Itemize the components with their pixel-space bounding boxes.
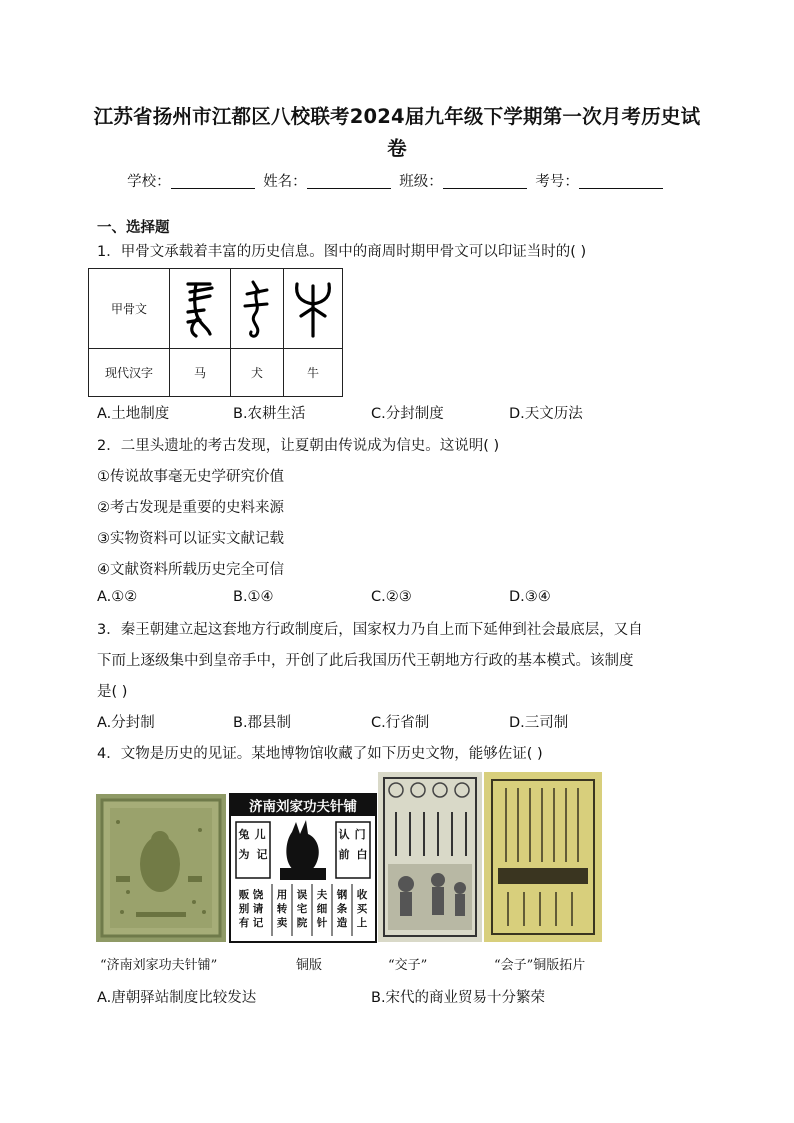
q2-statement-1: ①传说故事毫无史学研究价值: [97, 469, 284, 485]
svg-text:别: 别: [238, 903, 250, 915]
q1-option-d[interactable]: D.天文历法: [509, 406, 583, 422]
q4-option-b[interactable]: B.宋代的商业贸易十分繁荣: [371, 990, 546, 1006]
svg-text:贩: 贩: [238, 889, 250, 901]
huizi-rubbing-image: [484, 772, 602, 942]
q4-option-a[interactable]: A.唐朝驿站制度比较发达: [97, 990, 257, 1006]
q2-stem: 2．二里头遗址的考古发现，让夏朝由传说成为信史。这说明( ): [97, 438, 500, 454]
svg-text:夫: 夫: [316, 889, 328, 901]
svg-text:买: 买: [356, 903, 368, 915]
jiaozi-image: [378, 772, 482, 942]
svg-text:卖: 卖: [276, 917, 288, 929]
section-heading: 一、选择题: [97, 220, 170, 236]
q2-statement-3: ③实物资料可以证实文献记载: [97, 531, 284, 547]
name-label: 姓名：: [263, 174, 307, 190]
oracle-ox-glyph: [284, 269, 343, 349]
plate-top-text: 济南刘家功夫针铺: [249, 799, 357, 815]
q1-option-c[interactable]: C.分封制度: [371, 406, 444, 422]
q1-option-a[interactable]: A.土地制度: [97, 406, 170, 422]
plate-right-text: 认 门 前 白: [338, 828, 368, 861]
svg-text:钢: 钢: [336, 889, 348, 901]
q1-stem: 1．甲骨文承载着丰富的历史信息。图中的商周时期甲骨文可以印证当时的( ): [97, 244, 587, 260]
svg-text:用: 用: [276, 889, 288, 901]
modern-char-horse: 马: [170, 349, 231, 397]
student-info: [0, 170, 794, 191]
name-blank[interactable]: [307, 174, 391, 189]
number-label: 考号：: [535, 174, 579, 190]
caption-jiaozi: “交子”: [388, 958, 428, 973]
school-label: 学校：: [127, 174, 171, 190]
svg-text:条: 条: [336, 903, 348, 915]
caption-copper-plate: 铜版: [296, 958, 323, 973]
exam-title: [80, 101, 714, 165]
svg-text:宅: 宅: [296, 903, 308, 915]
modern-char-ox: 牛: [284, 349, 343, 397]
artifact-photos: [96, 772, 606, 944]
svg-text:请: 请: [252, 903, 264, 915]
copper-plate-image: [96, 794, 226, 942]
q2-option-b[interactable]: B.①④: [233, 589, 274, 605]
svg-text:误: 误: [296, 889, 308, 901]
class-label: 班级：: [399, 174, 443, 190]
q2-statement-4: ④文献资料所载历史完全可信: [97, 562, 284, 578]
svg-text:饶: 饶: [252, 889, 264, 901]
q3-option-a[interactable]: A.分封制: [97, 715, 155, 731]
number-blank[interactable]: [579, 174, 663, 189]
oracle-dog-glyph: [231, 269, 284, 349]
oracle-horse-glyph: [170, 269, 231, 349]
oracle-bone-table: [88, 268, 343, 397]
svg-text:细: 细: [316, 903, 328, 915]
class-blank[interactable]: [443, 174, 527, 189]
school-blank[interactable]: [171, 174, 255, 189]
caption-huizi: “会子”铜版拓片: [494, 958, 586, 973]
caption-needle-shop: “济南刘家功夫针铺”: [100, 958, 218, 973]
svg-text:针: 针: [316, 917, 328, 929]
q1-option-b[interactable]: B.农耕生活: [233, 406, 306, 422]
q3-option-c[interactable]: C.行省制: [371, 715, 430, 731]
modern-char-dog: 犬: [231, 349, 284, 397]
svg-text:收: 收: [356, 889, 368, 901]
q2-option-c[interactable]: C.②③: [371, 589, 412, 605]
oracle-row-label: 甲骨文: [89, 269, 170, 349]
q3-stem-line-3: 是( ): [97, 684, 128, 700]
q2-option-d[interactable]: D.③④: [509, 589, 551, 605]
svg-text:转: 转: [276, 903, 288, 915]
q3-stem-line-2: 下而上逐级集中到皇帝手中，开创了此后我国历代王朝地方行政的基本模式。该制度: [97, 653, 634, 669]
q2-statement-2: ②考古发现是重要的史料来源: [97, 500, 284, 516]
q4-stem: 4．文物是历史的见证。某地博物馆收藏了如下历史文物，能够佐证( ): [97, 746, 543, 762]
title-line-1: 江苏省扬州市江都区八校联考2024届九年级下学期第一次月考历史试: [93, 105, 701, 128]
q3-option-d[interactable]: D.三司制: [509, 715, 569, 731]
svg-text:上: 上: [356, 917, 368, 929]
svg-text:有: 有: [238, 917, 250, 929]
q2-option-a[interactable]: A.①②: [97, 589, 138, 605]
modern-row-label: 现代汉字: [89, 349, 170, 397]
needle-shop-plate: [230, 794, 376, 942]
q3-stem-line-1: 3．秦王朝建立起这套地方行政制度后，国家权力乃自上而下延伸到社会最底层，又自: [97, 622, 643, 638]
title-line-2: 卷: [387, 137, 407, 160]
svg-text:院: 院: [296, 917, 308, 929]
svg-text:造: 造: [336, 917, 348, 929]
plate-left-text: 兔 儿 为 记: [238, 828, 268, 861]
svg-text:记: 记: [252, 917, 264, 929]
q3-option-b[interactable]: B.郡县制: [233, 715, 292, 731]
